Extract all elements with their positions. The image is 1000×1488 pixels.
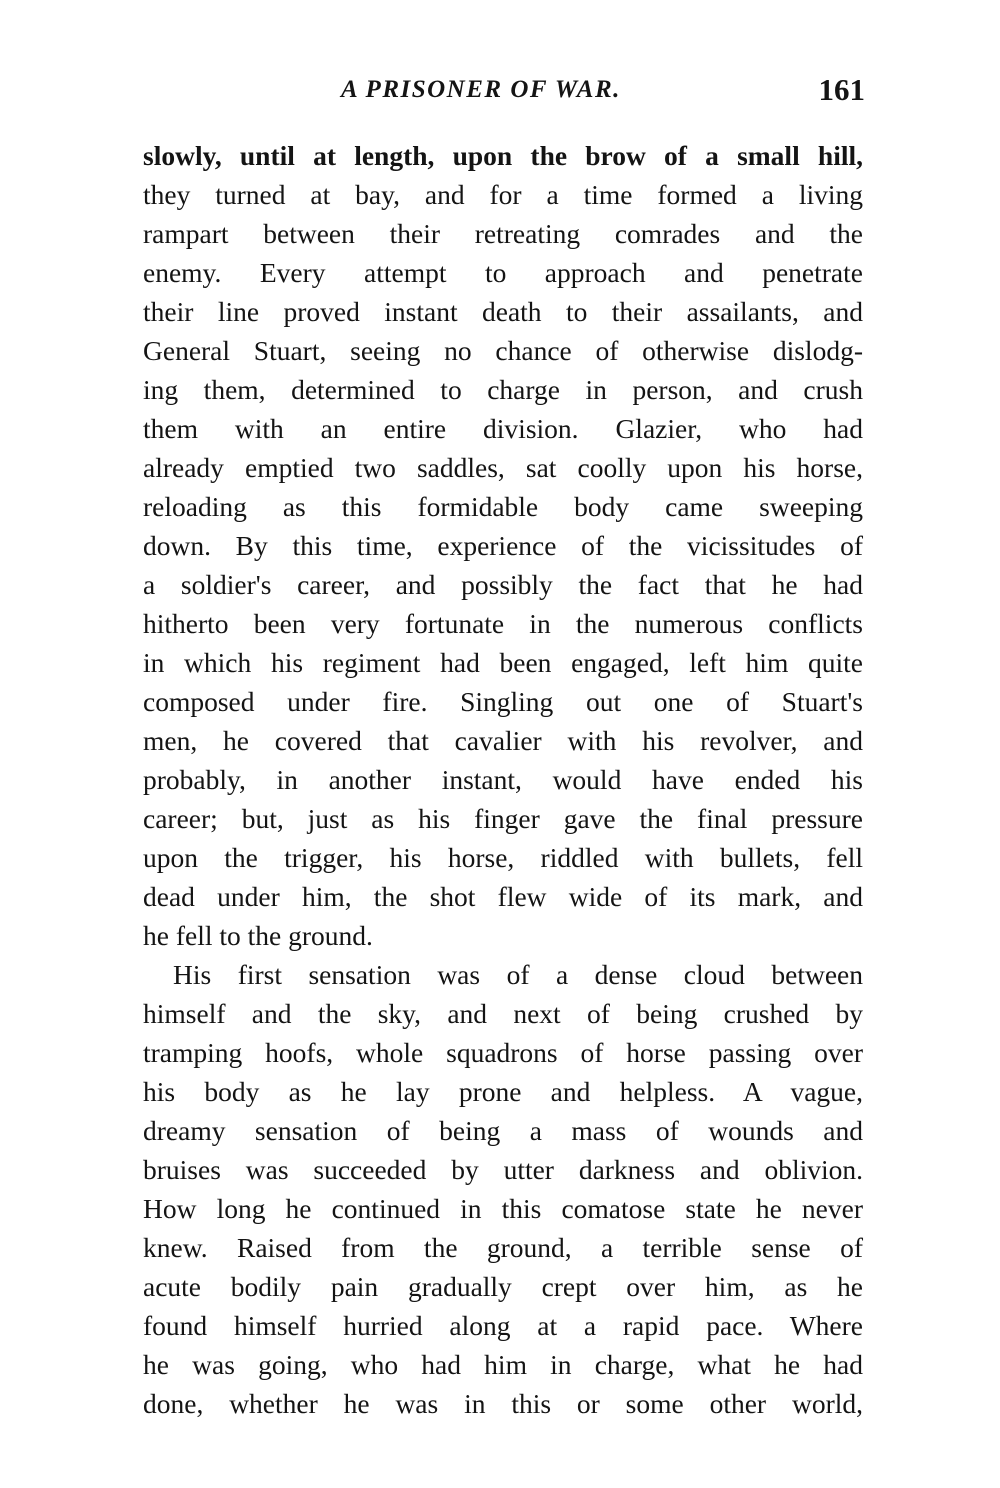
- running-head-title: A PRISONER OF WAR.: [341, 76, 621, 103]
- text-line: probably, in another instant, would have ended his: [143, 764, 863, 795]
- text-line: bruises was succeeded by utter darkness and oblivion.: [143, 1154, 863, 1185]
- text-line: rampart between their retreating comrades and the: [143, 218, 863, 249]
- text-line: down. By this time, experience of the vicissitudes of: [143, 530, 863, 561]
- text-line: already emptied two saddles, sat coolly upon his horse,: [143, 452, 863, 483]
- text-line: in which his regiment had been engaged, left him quite: [143, 647, 863, 678]
- text-line: men, he covered that cavalier with his revolver, and: [143, 725, 863, 756]
- page-number: 161: [818, 72, 865, 107]
- text-line: his body as he lay prone and helpless. A vague,: [143, 1076, 863, 1107]
- text-line: hitherto been very fortunate in the numerous conflicts: [143, 608, 863, 639]
- text-line: a soldier's career, and possibly the fact that he had: [143, 569, 863, 600]
- text-line: dreamy sensation of being a mass of wounds and: [143, 1115, 863, 1146]
- text-line: His first sensation was of a dense cloud between: [173, 959, 863, 990]
- text-line: tramping hoofs, whole squadrons of horse passing over: [143, 1037, 863, 1068]
- text-line: done, whether he was in this or some other world,: [143, 1388, 863, 1419]
- text-line: enemy. Every attempt to approach and penetrate: [143, 257, 863, 288]
- text-line: acute bodily pain gradually crept over him, as he: [143, 1271, 863, 1302]
- text-line: slowly, until at length, upon the brow of a small hill,: [143, 140, 863, 171]
- text-line: General Stuart, seeing no chance of otherwise dislodg-: [143, 335, 863, 366]
- text-line: they turned at bay, and for a time formed a living: [143, 179, 863, 210]
- text-line: reloading as this formidable body came sweeping: [143, 491, 863, 522]
- text-line: knew. Raised from the ground, a terrible sense of: [143, 1232, 863, 1263]
- text-line: ing them, determined to charge in person, and crush: [143, 374, 863, 405]
- text-line: composed under fire. Singling out one of Stuart's: [143, 686, 863, 717]
- text-line: he fell to the ground.: [143, 920, 373, 951]
- text-line: How long he continued in this comatose state he never: [143, 1193, 863, 1224]
- text-line: upon the trigger, his horse, riddled with bullets, fell: [143, 842, 863, 873]
- text-line: found himself hurried along at a rapid pace. Where: [143, 1310, 863, 1341]
- text-line: dead under him, the shot flew wide of its mark, and: [143, 881, 863, 912]
- text-line: himself and the sky, and next of being crushed by: [143, 998, 863, 1029]
- text-line: them with an entire division. Glazier, who had: [143, 413, 863, 444]
- body-text: [143, 136, 863, 1423]
- text-line: career; but, just as his finger gave the final pressure: [143, 803, 863, 834]
- text-line: he was going, who had him in charge, what he had: [143, 1349, 863, 1380]
- text-line: their line proved instant death to their assailants, and: [143, 296, 863, 327]
- running-head: [143, 72, 865, 116]
